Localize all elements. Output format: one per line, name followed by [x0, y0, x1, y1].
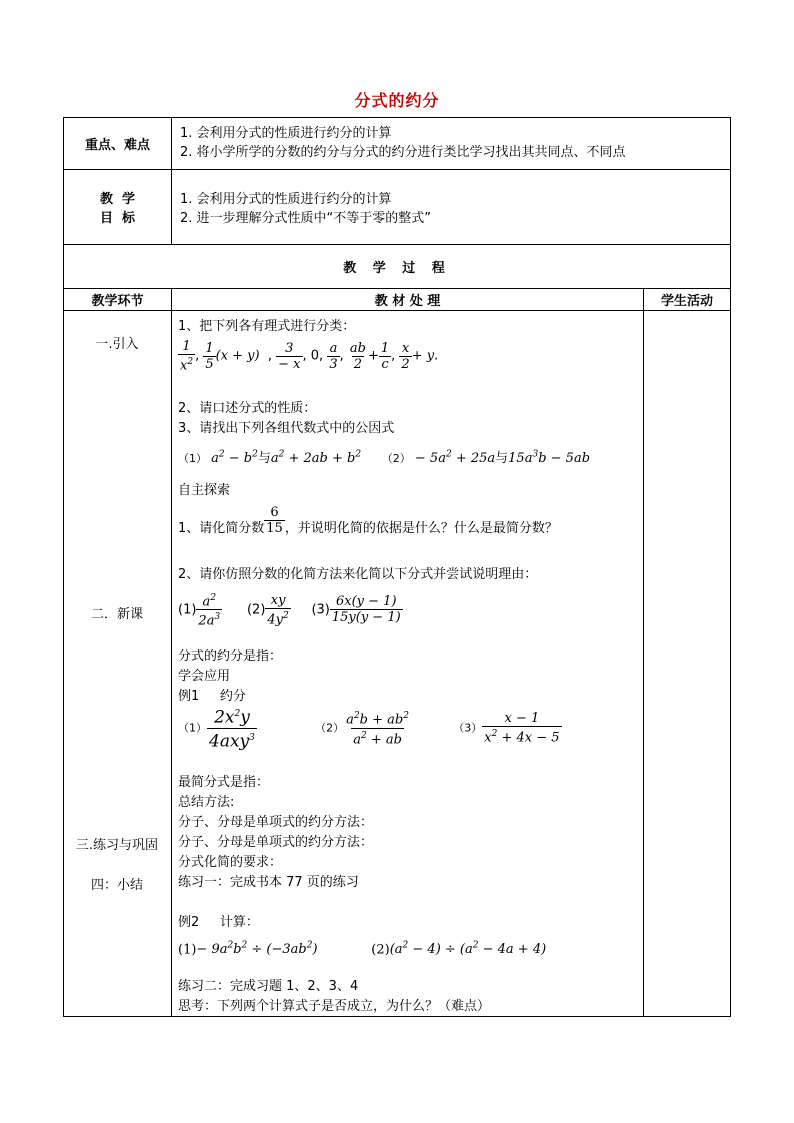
learn-to-apply: 学会应用 [178, 669, 231, 684]
practice-1: 练习一：完成书本 77 页的练习 [178, 875, 359, 890]
col-stage-header: 教学环节 [64, 289, 172, 311]
page-title: 分式的约分 [354, 91, 440, 110]
stage-intro: 一.引入 [95, 337, 139, 352]
stage-practice: 三.练习与巩固 [75, 838, 159, 853]
explore-1-pre: 1、请化简分数 [178, 521, 265, 536]
example-2: 例2 计算： [178, 915, 259, 930]
common-factor-problems: （1） $a^2 - b^2$与$a^2 + 2ab + b^2$ $(2) - 5a^2 + 25a$与$15a^3b - 5ab$ [178, 449, 591, 466]
simplify-requirement: 分式化简的要求： [178, 855, 283, 870]
think-question: 思考：下列两个计算式子是否成立，为什么？（难点） [178, 999, 491, 1014]
reduce-definition: 分式的约分是指： [178, 649, 283, 664]
col-material-header: 教 材 处 理 [172, 289, 644, 311]
question-1: 1、把下列各有理式进行分类： [178, 319, 356, 334]
stage-summary: 四：小结 [90, 878, 143, 893]
process-header: 教 学 过 程 [64, 245, 731, 289]
objectives-row [64, 170, 731, 245]
student-column [644, 311, 731, 1017]
summary-method: 总结方法: [178, 795, 235, 810]
process-body-row [64, 311, 731, 1017]
objectives-label-line2: 目 标 [99, 211, 136, 226]
example-1-problems: （1） $\frac{2x^2y}{4axy^3}$ （2） $\frac{a^2b + ab^2}{a^2 + ab}$ （3） $\frac{x - 1}{x^2 + 4x - 5}$ [178, 707, 560, 752]
key-points-row [64, 118, 731, 170]
objectives-label-line1: 教 学 [99, 192, 136, 207]
rational-expressions: $\frac{1}{x^2}$ , $\frac{1}{5}$ (x + y) , $\frac{3}{- x}$ , 0, $\frac{a}{3}$ , $\frac{ab}{2}$ + $\frac{1}{c}$ , $\frac{x}{2}$ + y. [180, 339, 439, 374]
method-1: 分子、分母是单项式的约分方法： [178, 815, 374, 830]
lesson-plan-table [63, 117, 731, 1017]
q3-part1-label: （1） [178, 452, 207, 465]
and-text-1: 与 [257, 451, 271, 466]
process-header-row [64, 245, 731, 289]
key-point-1: 1. 会利用分式的性质进行约分的计算 [180, 126, 392, 141]
and-text-2: 与 [495, 451, 509, 466]
objective-1: 1. 会利用分式的性质进行约分的计算 [180, 192, 392, 207]
key-points-label: 重点、难点 [64, 118, 172, 170]
self-explore: 自主探索 [178, 483, 231, 498]
q3-part2-label: （2） [381, 452, 411, 465]
question-2: 2、请口述分式的性质： [178, 401, 317, 416]
material-column [172, 311, 644, 1017]
example-2-problems: $(1)- 9a^2b^2 \div (-3ab^2)$ $(2)(a^2 - 4) \div (a^2 - 4a + 4)$ [178, 941, 547, 958]
objectives-label [64, 170, 172, 245]
col-student-header: 学生活动 [644, 289, 731, 311]
key-point-2: 2. 将小学所学的分数的约分与分式的约分进行类比学习找出其共同点、不同点 [180, 145, 626, 160]
objectives-content [172, 170, 731, 245]
example-1: 例1 约分 [178, 689, 246, 704]
simplify-fractions: (1) $\frac{a^2}{2a^3}$ (2) $\frac{xy}{4y^2}$ (3) $\frac{6x(y - 1)}{15y(y - 1)}$ [178, 592, 401, 629]
column-header-row [64, 289, 731, 311]
explore-1-post: ，并说明化简的依据是什么？什么是最简分数？ [284, 521, 558, 536]
explore-2: 2、请你仿照分数的化简方法来化简以下分式并尝试说明理由： [178, 567, 538, 582]
question-3: 3、请找出下列各组代数式中的公因式 [178, 421, 395, 436]
explore-1: 1、请化简分数 $\frac{6}{15}$ ，并说明化简的依据是什么？什么是最简分数？ [178, 505, 558, 536]
method-2: 分子、分母是单项式的约分方法： [178, 835, 374, 850]
stage-column [64, 311, 172, 1017]
practice-2: 练习二：完成习题 1、2、3、4 [178, 979, 359, 994]
key-points-content [172, 118, 731, 170]
simplest-definition: 最简分式是指： [178, 775, 270, 790]
stage-new: 二．新课 [90, 607, 143, 622]
objective-2: 2. 进一步理解分式性质中“不等于零的整式” [180, 211, 432, 226]
